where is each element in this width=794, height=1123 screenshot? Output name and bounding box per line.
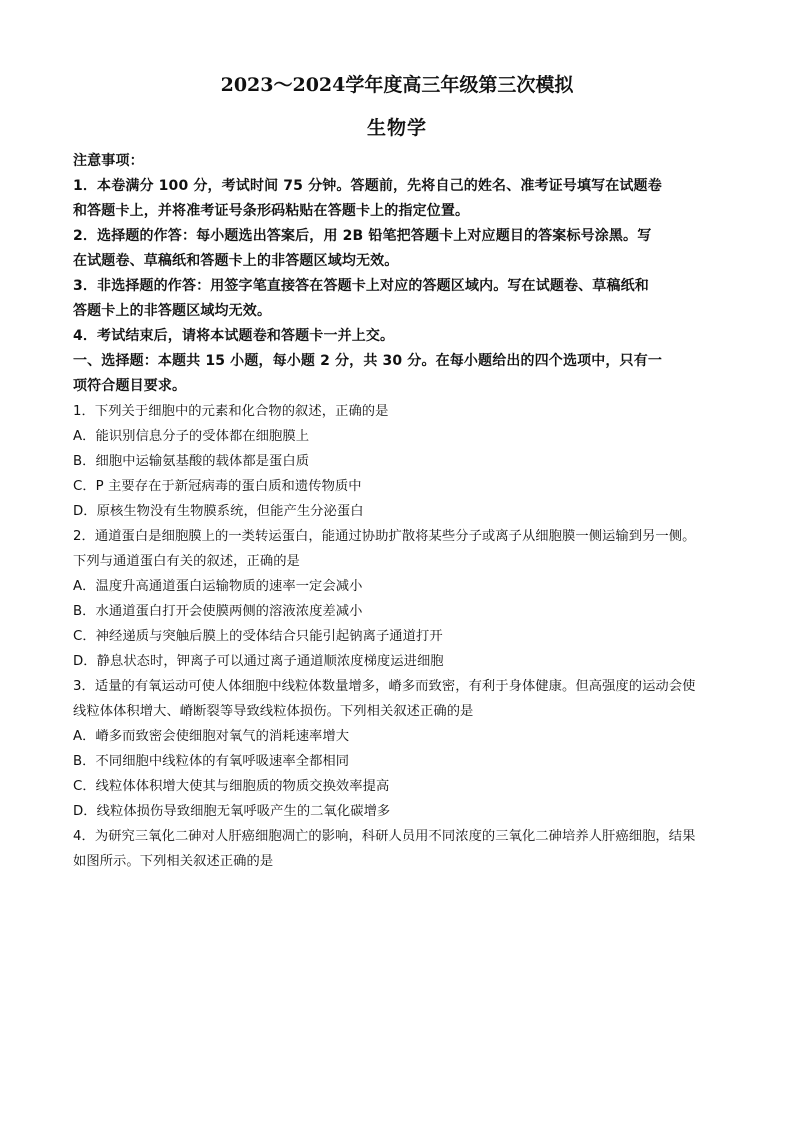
notice-item-2-line-2: 在试题卷、草稿纸和答题卡上的非答题区域均无效。	[73, 253, 399, 269]
question-3-option-a: A．嵴多而致密会使细胞对氧气的消耗速率增大	[73, 729, 350, 744]
notice-item-1-line-2: 和答题卡上，并将准考证号条形码粘贴在答题卡上的指定位置。	[73, 203, 470, 219]
question-2-stem-line-2: 下列与通道蛋白有关的叙述，正确的是	[73, 554, 300, 569]
notice-item-4: 4．考试结束后，请将本试题卷和答题卡一并上交。	[73, 328, 395, 344]
question-2-stem-line-1: 2．通道蛋白是细胞膜上的一类转运蛋白，能通过协助扩散将某些分子或离子从细胞膜一侧运输到另一侧。	[73, 529, 696, 544]
question-4-stem-line-2: 如图所示。下列相关叙述正确的是	[73, 854, 274, 869]
question-2-option-c: C．神经递质与突触后膜上的受体结合只能引起钠离子通道打开	[73, 629, 443, 644]
question-1-option-a: A．能识别信息分子的受体都在细胞膜上	[73, 429, 310, 444]
question-3-stem-line-1: 3．适量的有氧运动可使人体细胞中线粒体数量增多，嵴多而致密，有利于身体健康。但高强度的运动会使	[73, 679, 696, 694]
question-1-stem: 1．下列关于细胞中的元素和化合物的叙述，正确的是	[73, 404, 389, 419]
question-3-option-d: D．线粒体损伤导致细胞无氧呼吸产生的二氧化碳增多	[73, 804, 391, 819]
subject-title: 生物学	[366, 117, 427, 139]
notice-item-3-line-1: 3．非选择题的作答：用签字笔直接答在答题卡上对应的答题区域内。写在试题卷、草稿纸和	[73, 278, 649, 294]
notice-item-2-line-1: 2．选择题的作答：每小题选出答案后，用 2B 铅笔把答题卡上对应题目的答案标号涂黑。写	[73, 228, 652, 244]
question-1-option-c: C．P 主要存在于新冠病毒的蛋白质和遗传物质中	[73, 479, 362, 494]
section-heading-line-1: 一、选择题：本题共 15 小题，每小题 2 分，共 30 分。在每小题给出的四个选项中，只有一	[73, 353, 662, 369]
question-2-option-a: A．温度升高通道蛋白运输物质的速率一定会减小	[73, 579, 363, 594]
question-2-option-b: B．水通道蛋白打开会使膜两侧的溶液浓度差减小	[73, 604, 363, 619]
notice-heading: 注意事项：	[73, 153, 144, 169]
question-3-option-c: C．线粒体体积增大使其与细胞质的物质交换效率提高	[73, 779, 390, 794]
exam-title: 2023～2024学年度高三年级第三次模拟	[220, 74, 574, 96]
question-2-option-d: D．静息状态时，钾离子可以通过离子通道顺浓度梯度运进细胞	[73, 654, 444, 669]
notice-item-1-line-1: 1．本卷满分 100 分，考试时间 75 分钟。答题前，先将自己的姓名、准考证号填写在试题卷	[73, 178, 662, 194]
question-3-stem-line-2: 线粒体体积增大、嵴断裂等导致线粒体损伤。下列相关叙述正确的是	[73, 704, 474, 719]
question-1-option-d: D．原核生物没有生物膜系统，但能产生分泌蛋白	[73, 504, 364, 519]
question-1-option-b: B．细胞中运输氨基酸的载体都是蛋白质	[73, 454, 310, 469]
question-3-option-b: B．不同细胞中线粒体的有氧呼吸速率全都相同	[73, 754, 350, 769]
question-4-stem-line-1: 4．为研究三氧化二砷对人肝癌细胞凋亡的影响，科研人员用不同浓度的三氧化二砷培养人肝癌细胞，结果	[73, 829, 696, 844]
section-heading-line-2: 项符合题目要求。	[73, 378, 187, 394]
notice-item-3-line-2: 答题卡上的非答题区域均无效。	[73, 303, 272, 319]
